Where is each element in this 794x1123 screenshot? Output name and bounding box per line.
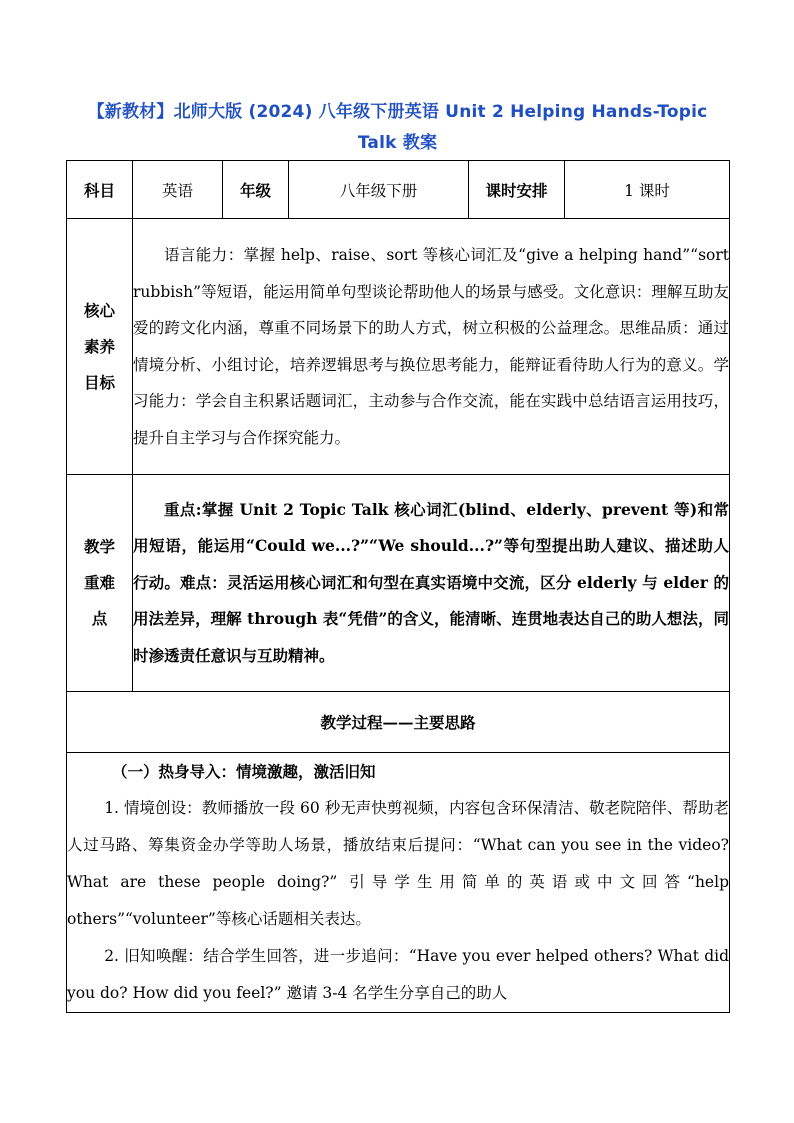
process-item-1: 1. 情境创设：教师播放一段 60 秒无声快剪视频，内容包含环保清洁、敬老院陪伴、帮助老人过马路、筹集资金办学等助人场景，播放结束后提问：“What can you see in the video? What are these people doing?” 引导学生用简单的英语或中文回答“help others”“volunteer”等核心话题相关表达。: [67, 799, 729, 928]
process-content: [67, 753, 730, 1013]
key-points-row: [67, 475, 730, 692]
process-row: [67, 753, 730, 1013]
process-heading-row: [67, 692, 730, 753]
lesson-plan-table: [66, 160, 730, 1013]
goals-row: [67, 219, 730, 475]
schedule-value: 1 课时: [565, 161, 730, 219]
goals-text: 语言能力：掌握 help、raise、sort 等核心词汇及“give a helping hand”“sort rubbish”等短语，能运用简单句型谈论帮助他人的场景与感受。文化意识：理解互助友爱的跨文化内涵，尊重不同场景下的助人方式，树立积极的公益理念。思维品质：通过情境分析、小组讨论，培养逻辑思考与换位思考能力，能辩证看待助人行为的意义。学习能力：学会自主积累话题词汇，主动参与合作交流，能在实践中总结语言运用技巧，提升自主学习与合作探究能力。: [133, 219, 730, 475]
document-title: 【新教材】北师大版 (2024) 八年级下册英语 Unit 2 Helping Hands-Topic Talk 教案: [87, 102, 708, 153]
key-points-label-text: 教学重难点: [83, 537, 115, 628]
key-points-text: 重点:掌握 Unit 2 Topic Talk 核心词汇(blind、elderly、prevent 等)和常用短语，能运用“Could we...?”“We should...?”等句型提出助人建议、描述助人行动。难点：灵活运用核心词汇和句型在真实语境中交流，区分 elderly 与 elder 的用法差异，理解 through 表“凭借”的含义，能清晰、连贯地表达自己的助人想法，同时渗透责任意识与互助精神。: [133, 475, 730, 692]
goals-label: [67, 219, 133, 475]
subject-label: 科目: [67, 161, 133, 219]
process-item-2: 2. 旧知唤醒：结合学生回答，进一步追问：“Have you ever helped others? What did you do? How did you feel?” 邀请 3-4 名学生分享自己的助人: [67, 947, 729, 1002]
key-points-label: [67, 475, 133, 692]
grade-label: 年级: [223, 161, 289, 219]
section-title: （一）热身导入：情境激趣，激活旧知: [111, 762, 376, 781]
subject-value: 英语: [133, 161, 223, 219]
process-heading: 教学过程——主要思路: [67, 692, 730, 753]
header-row: [67, 161, 730, 219]
goals-label-text: 核心素养目标: [83, 300, 115, 392]
grade-value: 八年级下册: [289, 161, 469, 219]
schedule-label: 课时安排: [469, 161, 565, 219]
